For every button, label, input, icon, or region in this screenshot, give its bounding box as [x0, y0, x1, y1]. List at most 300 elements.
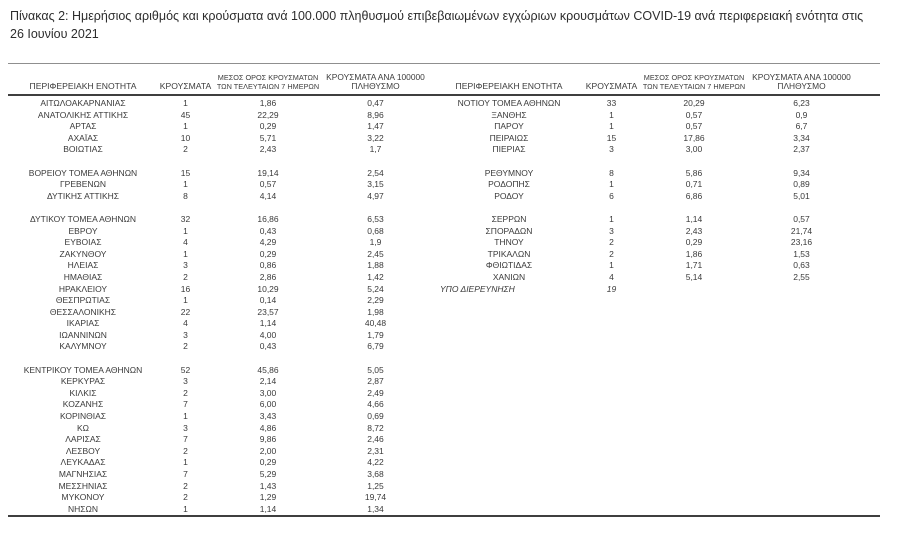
cases-cell: 2: [183, 445, 188, 456]
table-row: [8, 226, 880, 238]
cases-cell: [584, 423, 639, 435]
per100k-cell: 2,37: [793, 144, 810, 155]
cases-cell: 1: [609, 179, 614, 190]
table-row: [8, 492, 880, 504]
column-header-line: ΤΩΝ ΤΕΛΕΥΤΑΙΩΝ 7 ΗΜΕΡΩΝ: [216, 82, 320, 91]
row-group-left: [8, 457, 432, 469]
avg7-cell: 0,29: [685, 237, 703, 248]
cases-cell: 3: [183, 260, 188, 271]
cases-cell: 3: [183, 329, 188, 340]
region-cell: ΚΕΡΚΥΡΑΣ: [60, 376, 106, 387]
region-cell: ΚΕΝΤΡΙΚΟΥ ΤΟΜΕΑ ΑΘΗΝΩΝ: [23, 364, 143, 375]
avg7-cell: 23,57: [257, 306, 279, 317]
cases-cell: 3: [609, 144, 614, 155]
row-group-right: [432, 388, 880, 400]
cases-cell: [584, 469, 639, 481]
row-group-left: [8, 284, 432, 296]
cases-cell: 7: [183, 399, 188, 410]
column-header-line: ΚΡΟΥΣΜΑΤΑ ΑΝΑ 100000: [326, 72, 425, 82]
region-cell: ΚΩ: [76, 422, 90, 433]
per100k-cell: [749, 376, 854, 388]
column-header-region: [434, 82, 584, 91]
cases-cell: 4: [183, 318, 188, 329]
region-cell: [434, 492, 584, 504]
avg7-cell: 1,43: [259, 480, 277, 491]
avg7-cell: 10,29: [257, 283, 279, 294]
per100k-cell: 9,34: [793, 167, 810, 178]
region-cell: ΛΕΥΚΑΔΑΣ: [60, 457, 106, 468]
region-cell: [434, 376, 584, 388]
avg7-cell: [639, 399, 749, 411]
table-row: [8, 295, 880, 307]
per100k-cell: 5,01: [793, 190, 810, 201]
row-group-left: [8, 399, 432, 411]
cases-cell: 15: [606, 132, 617, 143]
cases-cell: 2: [183, 480, 188, 491]
row-group-right: [432, 237, 880, 249]
avg7-cell: 17,86: [683, 132, 705, 143]
region-cell: ΗΛΕΙΑΣ: [67, 260, 99, 271]
avg7-cell: [639, 318, 749, 330]
per100k-cell: [749, 504, 854, 516]
table-row: [8, 376, 880, 388]
column-header-line: ΚΡΟΥΣΜΑΤΑ ΑΝΑ 100000: [752, 72, 851, 82]
row-group-right: [432, 318, 880, 330]
region-cell: ΠΕΙΡΑΙΩΣ: [489, 132, 529, 143]
avg7-cell: 4,86: [259, 422, 277, 433]
row-group-left: [8, 98, 432, 110]
avg7-cell: 1,86: [259, 98, 277, 108]
avg7-cell: [639, 341, 749, 353]
row-group-left: [8, 376, 432, 388]
spacer-row: [8, 156, 880, 168]
per100k-cell: [749, 434, 854, 446]
per100k-cell: [749, 284, 854, 296]
column-header-region: [8, 82, 158, 91]
region-cell: [434, 365, 584, 377]
avg7-cell: [639, 284, 749, 296]
per100k-cell: 2,54: [367, 167, 384, 178]
region-cell: ΑΝΑΤΟΛΙΚΗΣ ΑΤΤΙΚΗΣ: [37, 109, 129, 120]
table-row: [8, 284, 880, 296]
cases-cell: 33: [606, 98, 617, 108]
table-row: [8, 121, 880, 133]
cases-cell: 1: [609, 213, 614, 224]
row-group-right: [432, 284, 880, 296]
column-header-line: ΜΕΣΟΣ ΟΡΟΣ ΚΡΟΥΣΜΑΤΩΝ: [643, 73, 745, 82]
region-cell: [434, 423, 584, 435]
cases-cell: 8: [609, 167, 614, 178]
cases-cell: 1: [183, 121, 188, 132]
table-title: Πίνακας 2: Ημερήσιος αριθμός και κρούσματα ανά 100.000 πληθυσμού επιβεβαιωμένων εγχώριων κρουσμάτων COVID-19 ανά περιφερειακή ενότητα στις 26 Ιουνίου 2021: [10, 9, 864, 41]
per100k-cell: 8,96: [367, 109, 384, 120]
per100k-cell: [749, 481, 854, 493]
avg7-cell: 16,86: [257, 213, 279, 224]
per100k-cell: 8,72: [367, 422, 384, 433]
avg7-cell: 0,14: [259, 295, 277, 306]
avg7-cell: 0,29: [259, 248, 277, 259]
region-cell: ΠΙΕΡΙΑΣ: [492, 144, 526, 155]
table-row: [8, 388, 880, 400]
column-header-line: ΠΛΗΘΥΣΜΟ: [351, 81, 400, 91]
table-row: [8, 318, 880, 330]
avg7-cell: 3,00: [259, 387, 277, 398]
region-cell: ΧΑΝΙΩΝ: [492, 271, 526, 282]
column-header-avg7: [213, 73, 323, 91]
region-cell: [434, 446, 584, 458]
region-cell: ΕΒΡΟΥ: [68, 225, 98, 236]
column-header-avg7: [639, 73, 749, 91]
column-header-cases: [584, 82, 639, 91]
row-group-left: [8, 504, 432, 516]
cases-cell: 1: [609, 260, 614, 271]
region-cell: ΡΟΔΟΥ: [494, 190, 524, 201]
avg7-cell: 45,86: [257, 364, 279, 375]
region-cell: ΤΡΙΚΑΛΩΝ: [487, 248, 531, 259]
cases-cell: 1: [183, 98, 188, 108]
per100k-cell: 3,34: [793, 132, 810, 143]
region-cell: ΜΥΚΟΝΟΥ: [61, 492, 105, 503]
per100k-cell: 0,57: [793, 213, 810, 224]
avg7-cell: 19,14: [257, 167, 279, 178]
region-cell: ΑΧΑΪΑΣ: [67, 132, 99, 143]
table-row: [8, 365, 880, 377]
row-group-left: [8, 469, 432, 481]
row-group-left: [8, 423, 432, 435]
avg7-cell: 5,86: [685, 167, 703, 178]
avg7-cell: 1,14: [259, 318, 277, 329]
table-row: [8, 434, 880, 446]
per100k-cell: 6,23: [793, 98, 810, 108]
region-cell: ΔΥΤΙΚΗΣ ΑΤΤΙΚΗΣ: [46, 190, 120, 201]
cases-cell: 1: [183, 503, 188, 514]
region-cell: ΣΠΟΡΑΔΩΝ: [485, 225, 533, 236]
cases-cell: [584, 376, 639, 388]
avg7-cell: 0,29: [259, 457, 277, 468]
row-group-right: [432, 469, 880, 481]
row-group-left: [8, 272, 432, 284]
row-group-right: [432, 226, 880, 238]
region-cell: [434, 399, 584, 411]
region-cell: ΗΡΑΚΛΕΙΟΥ: [58, 283, 108, 294]
row-group-left: [8, 121, 432, 133]
per100k-cell: 4,22: [367, 457, 384, 468]
per100k-cell: 1,7: [369, 144, 382, 155]
avg7-cell: 1,86: [685, 248, 703, 259]
per100k-cell: [749, 399, 854, 411]
table-row: [8, 237, 880, 249]
per100k-cell: 1,9: [369, 237, 382, 248]
column-header-per100k: [749, 73, 854, 91]
cases-cell: [584, 330, 639, 342]
row-group-right: [432, 504, 880, 516]
avg7-cell: [639, 376, 749, 388]
row-group-right: [432, 98, 880, 110]
region-cell: ΘΕΣΠΡΩΤΙΑΣ: [55, 295, 111, 306]
region-cell: ΑΡΤΑΣ: [69, 121, 97, 132]
per100k-cell: [749, 457, 854, 469]
avg7-cell: [639, 307, 749, 319]
cases-cell: 7: [183, 434, 188, 445]
per100k-cell: 40,48: [364, 318, 387, 329]
per100k-cell: 0,69: [367, 411, 384, 422]
table-row: [8, 144, 880, 156]
per100k-cell: 5,05: [367, 364, 384, 375]
column-header-line: ΚΡΟΥΣΜΑΤΑ: [159, 81, 212, 91]
table-row: [8, 272, 880, 284]
spacer-row: [8, 353, 880, 365]
cases-cell: 3: [183, 422, 188, 433]
table-row: [8, 214, 880, 226]
avg7-cell: 0,43: [259, 341, 277, 352]
cases-cell: 19: [606, 283, 617, 294]
row-group-left: [8, 144, 432, 156]
cases-cell: 32: [180, 213, 191, 224]
row-group-right: [432, 423, 880, 435]
per100k-cell: 3,68: [367, 469, 384, 479]
avg7-cell: 1,71: [685, 260, 703, 271]
per100k-cell: 0,47: [367, 98, 384, 108]
row-group-left: [8, 446, 432, 458]
avg7-cell: [639, 457, 749, 469]
avg7-cell: 0,57: [685, 121, 703, 132]
cases-cell: 1: [183, 225, 188, 236]
region-cell: ΒΟΙΩΤΙΑΣ: [63, 144, 103, 155]
row-group-right: [432, 376, 880, 388]
per100k-cell: [749, 446, 854, 458]
row-group-left: [8, 388, 432, 400]
per100k-cell: [749, 341, 854, 353]
avg7-cell: 4,29: [259, 237, 277, 248]
row-group-right: [432, 249, 880, 261]
avg7-cell: 2,86: [259, 271, 277, 282]
region-cell: ΥΠΟ ΔΙΕΡΕΥΝΗΣΗ: [440, 283, 515, 294]
per100k-cell: 23,16: [790, 237, 813, 248]
region-cell: ΔΥΤΙΚΟΥ ΤΟΜΕΑ ΑΘΗΝΩΝ: [29, 213, 137, 224]
per100k-cell: 2,29: [367, 295, 384, 306]
column-header-line: ΠΕΡΙΦΕΡΕΙΑΚΗ ΕΝΟΤΗΤΑ: [455, 81, 563, 91]
row-group-left: [8, 191, 432, 203]
avg7-cell: 4,00: [259, 329, 277, 340]
region-cell: ΚΙΛΚΙΣ: [69, 387, 97, 398]
per100k-cell: 6,53: [367, 213, 384, 224]
cases-cell: [584, 504, 639, 516]
row-group-right: [432, 365, 880, 377]
avg7-cell: 5,71: [259, 132, 277, 143]
avg7-cell: 0,57: [259, 179, 277, 190]
row-group-right: [432, 411, 880, 423]
cases-cell: 8: [183, 190, 188, 201]
region-cell: [434, 388, 584, 400]
avg7-cell: [639, 492, 749, 504]
per100k-cell: 2,49: [367, 387, 384, 398]
region-cell: ΝΗΣΩΝ: [67, 503, 99, 514]
region-cell: ΝΟΤΙΟΥ ΤΟΜΕΑ ΑΘΗΝΩΝ: [457, 98, 561, 108]
region-cell: [434, 318, 584, 330]
region-cell: ΣΕΡΡΩΝ: [491, 213, 527, 224]
region-cell: ΗΜΑΘΙΑΣ: [63, 271, 103, 282]
per100k-cell: [749, 423, 854, 435]
row-group-right: [432, 492, 880, 504]
cases-cell: 3: [609, 225, 614, 236]
row-group-right: [432, 179, 880, 191]
cases-cell: [584, 399, 639, 411]
per100k-cell: [749, 295, 854, 307]
cases-cell: 1: [183, 248, 188, 259]
region-cell: ΦΘΙΩΤΙΔΑΣ: [485, 260, 533, 271]
column-header-line: ΠΕΡΙΦΕΡΕΙΑΚΗ ΕΝΟΤΗΤΑ: [29, 81, 137, 91]
cases-cell: 2: [183, 492, 188, 503]
row-group-right: [432, 214, 880, 226]
table-row: [8, 191, 880, 203]
table-row: [8, 411, 880, 423]
avg7-cell: [639, 504, 749, 516]
row-group-left: [8, 434, 432, 446]
row-group-left: [8, 492, 432, 504]
per100k-cell: 0,89: [793, 179, 810, 190]
avg7-cell: 0,43: [259, 225, 277, 236]
table-row: [8, 457, 880, 469]
cases-cell: 15: [180, 167, 191, 178]
row-group-left: [8, 260, 432, 272]
table-row: [8, 423, 880, 435]
per100k-cell: 2,87: [367, 376, 384, 387]
cases-cell: [584, 446, 639, 458]
cases-cell: 52: [180, 364, 191, 375]
avg7-cell: [639, 295, 749, 307]
cases-cell: [584, 388, 639, 400]
cases-cell: [584, 457, 639, 469]
row-group-left: [8, 341, 432, 353]
per100k-cell: 0,63: [793, 260, 810, 271]
table-row: [8, 260, 880, 272]
region-cell: [434, 341, 584, 353]
table-row: [8, 446, 880, 458]
per100k-cell: 0,68: [367, 225, 384, 236]
per100k-cell: 4,97: [367, 190, 384, 201]
per100k-cell: 2,45: [367, 248, 384, 259]
row-group-left: [8, 133, 432, 145]
column-header-line: ΚΡΟΥΣΜΑΤΑ: [585, 81, 638, 91]
row-group-left: [8, 295, 432, 307]
per100k-cell: 1,25: [367, 480, 384, 491]
row-group-left: [8, 168, 432, 180]
per100k-cell: [749, 469, 854, 481]
per100k-cell: [749, 388, 854, 400]
avg7-cell: 20,29: [683, 98, 705, 108]
table-row: [8, 110, 880, 122]
cases-cell: 2: [183, 271, 188, 282]
column-header-per100k: [323, 73, 428, 91]
row-group-left: [8, 179, 432, 191]
per100k-cell: 1,53: [793, 248, 810, 259]
row-group-right: [432, 110, 880, 122]
cases-cell: 3: [183, 376, 188, 387]
cases-cell: 1: [609, 121, 614, 132]
row-group-right: [432, 341, 880, 353]
header-group-right: [432, 73, 880, 91]
covid-regional-table: [8, 63, 880, 517]
row-group-left: [8, 249, 432, 261]
cases-cell: 45: [180, 109, 191, 120]
avg7-cell: [639, 423, 749, 435]
cases-cell: 1: [183, 179, 188, 190]
row-group-left: [8, 411, 432, 423]
row-group-left: [8, 481, 432, 493]
avg7-cell: [639, 330, 749, 342]
cases-cell: 2: [609, 237, 614, 248]
avg7-cell: 0,71: [685, 179, 703, 190]
per100k-cell: 0,9: [795, 109, 808, 120]
region-cell: ΛΕΣΒΟΥ: [65, 445, 101, 456]
region-cell: ΙΩΑΝΝΙΝΩΝ: [59, 329, 107, 340]
cases-cell: [584, 492, 639, 504]
region-cell: ΜΕΣΣΗΝΙΑΣ: [58, 480, 108, 491]
avg7-cell: 4,14: [259, 190, 277, 201]
row-group-right: [432, 133, 880, 145]
row-group-right: [432, 144, 880, 156]
region-cell: ΑΙΤΩΛΟΑΚΑΡΝΑΝΙΑΣ: [40, 98, 126, 108]
row-group-left: [8, 214, 432, 226]
region-cell: ΒΟΡΕΙΟΥ ΤΟΜΕΑ ΑΘΗΝΩΝ: [28, 167, 138, 178]
region-cell: [434, 411, 584, 423]
region-cell: ΜΑΓΝΗΣΙΑΣ: [58, 469, 108, 479]
cases-cell: 2: [183, 341, 188, 352]
avg7-cell: 3,00: [685, 144, 703, 155]
table-row: [8, 330, 880, 342]
region-cell: ΚΟΖΑΝΗΣ: [62, 399, 104, 410]
row-group-right: [432, 446, 880, 458]
cases-cell: 1: [183, 295, 188, 306]
per100k-cell: 5,24: [367, 283, 384, 294]
region-cell: ΡΟΔΟΠΗΣ: [488, 179, 530, 190]
per100k-cell: 2,46: [367, 434, 384, 445]
avg7-cell: 1,29: [259, 492, 277, 503]
per100k-cell: [749, 411, 854, 423]
region-cell: [434, 330, 584, 342]
per100k-cell: 1,34: [367, 503, 384, 514]
per100k-cell: [749, 318, 854, 330]
region-cell: [434, 295, 584, 307]
table-row: [8, 504, 880, 516]
cases-cell: [584, 365, 639, 377]
row-group-right: [432, 272, 880, 284]
per100k-cell: [749, 492, 854, 504]
row-group-right: [432, 307, 880, 319]
region-cell: [434, 457, 584, 469]
avg7-cell: 2,14: [259, 376, 277, 387]
row-group-left: [8, 237, 432, 249]
region-cell: [434, 434, 584, 446]
per100k-cell: 1,47: [367, 121, 384, 132]
table-body: [8, 96, 880, 517]
region-cell: [434, 469, 584, 481]
cases-cell: 10: [180, 132, 191, 143]
avg7-cell: 1,14: [685, 213, 703, 224]
avg7-cell: [639, 388, 749, 400]
row-group-right: [432, 260, 880, 272]
avg7-cell: 6,00: [259, 399, 277, 410]
region-cell: ΡΕΘΥΜΝΟΥ: [484, 167, 534, 178]
per100k-cell: 2,55: [793, 271, 810, 282]
avg7-cell: [639, 365, 749, 377]
per100k-cell: 19,74: [364, 492, 387, 503]
avg7-cell: 0,86: [259, 260, 277, 271]
row-group-right: [432, 481, 880, 493]
cases-cell: [584, 434, 639, 446]
table-row: [8, 469, 880, 481]
row-group-right: [432, 330, 880, 342]
